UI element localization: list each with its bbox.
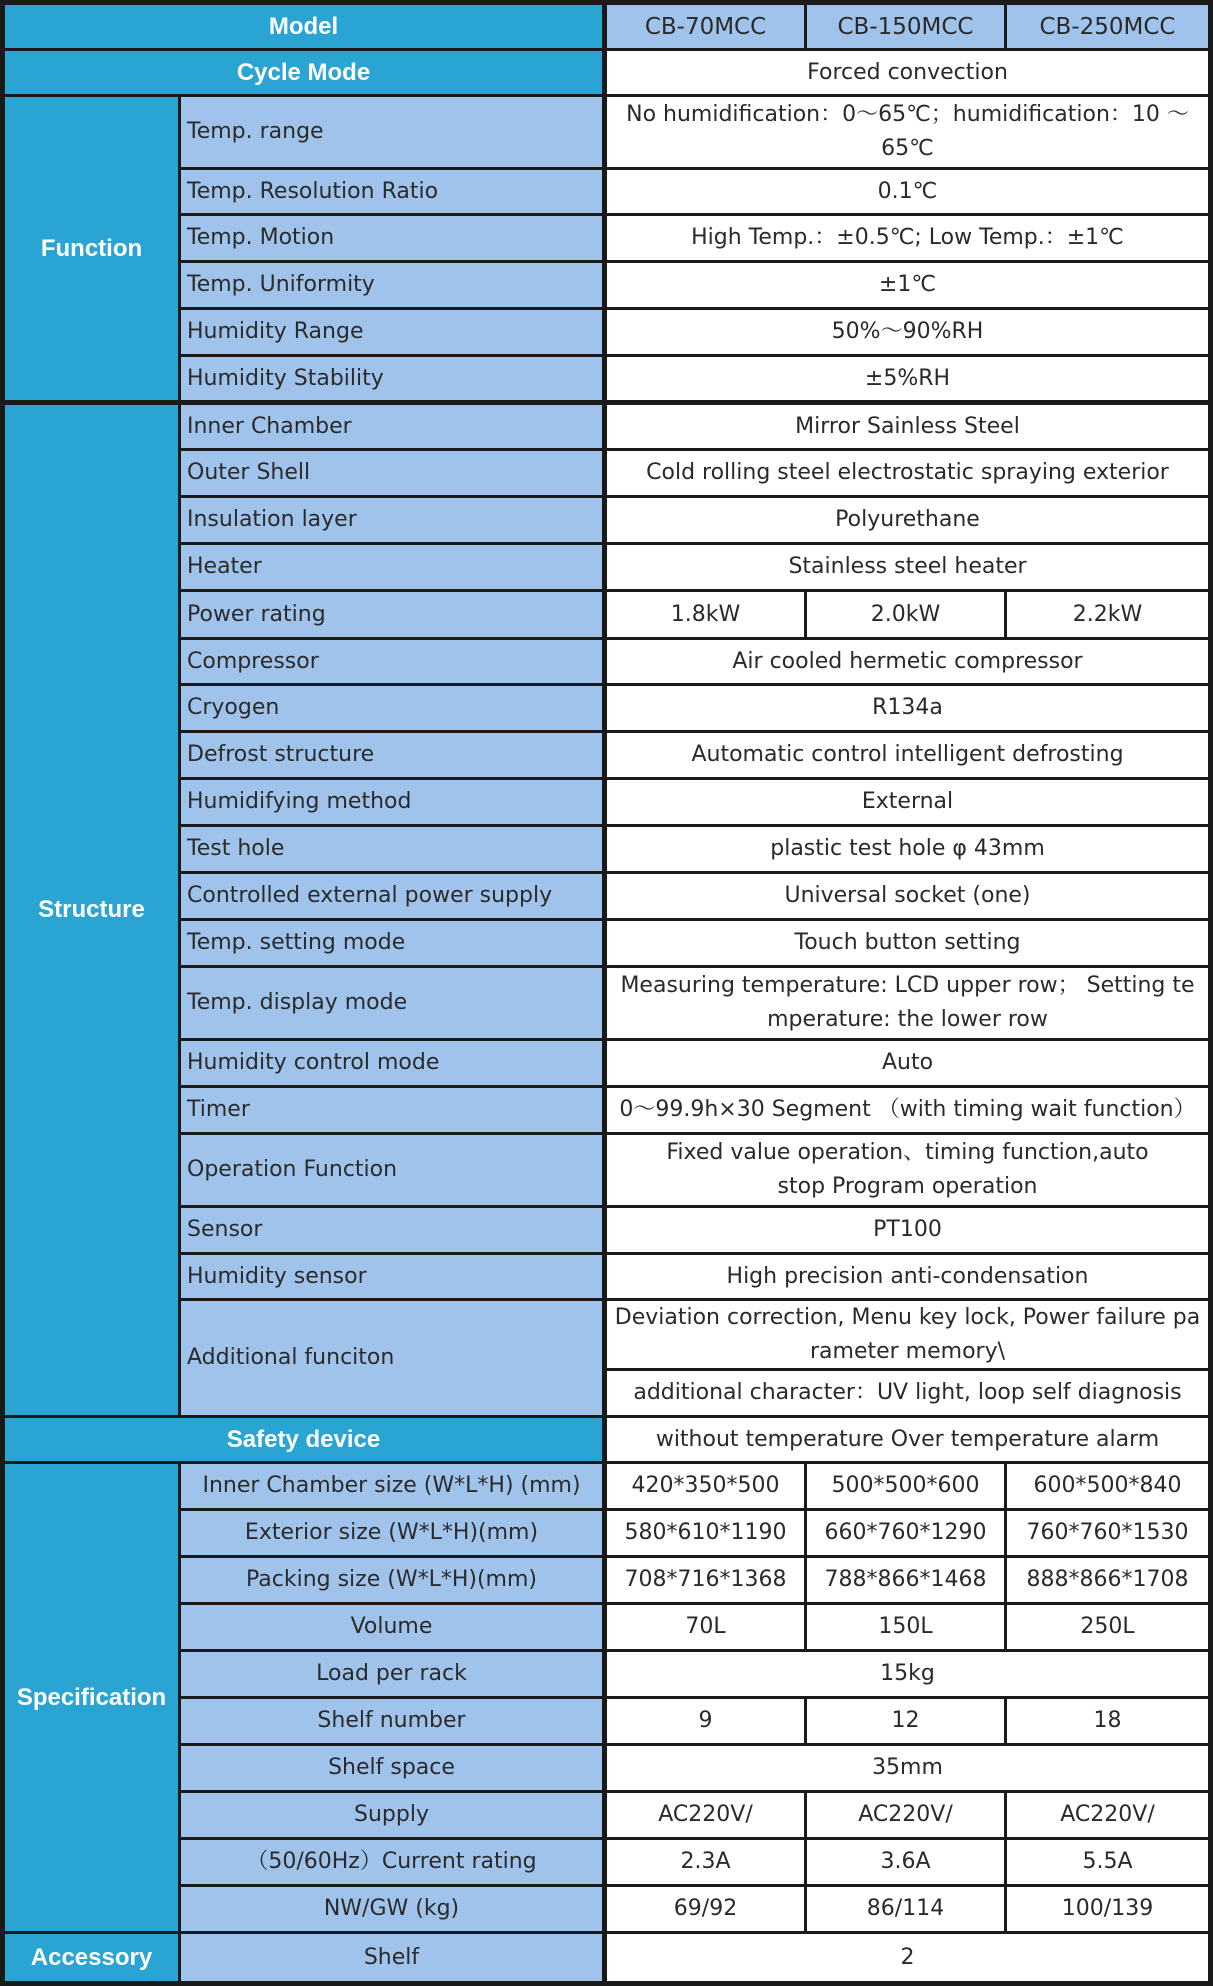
row-value: 12 (807, 1699, 1004, 1743)
row-value: ±5%RH (607, 357, 1208, 400)
row-value: Deviation correction, Menu key lock, Power failure parameter memory\ (607, 1301, 1208, 1368)
row-label: Operation Function (181, 1135, 602, 1205)
row-label: Volume (181, 1605, 602, 1649)
model-name: CB-150MCC (807, 5, 1004, 48)
row-label: Heater (181, 545, 602, 589)
row-value: 600*500*840 (1007, 1464, 1208, 1508)
row-label: Temp. display mode (181, 968, 602, 1038)
row-label: Humidity control mode (181, 1041, 602, 1085)
row-label: Controlled external power supply (181, 874, 602, 918)
row-label: Temp. Motion (181, 216, 602, 260)
row-value: 1.8kW (607, 592, 804, 637)
row-label: Load per rack (181, 1652, 602, 1696)
row-value: ±1℃ (607, 263, 1208, 307)
row-value: AC220V/ (607, 1793, 804, 1837)
row-value: 580*610*1190 (607, 1511, 804, 1555)
row-value: Touch button setting (607, 921, 1208, 965)
model-name: CB-250MCC (1007, 5, 1208, 48)
group-structure: Structure (5, 405, 178, 1415)
row-value: High precision anti-condensation (607, 1255, 1208, 1298)
row-label: Packing size (W*L*H)(mm) (181, 1558, 602, 1602)
row-label: Cryogen (181, 686, 602, 730)
row-value: Universal socket (one) (607, 874, 1208, 918)
row-label: Timer (181, 1088, 602, 1132)
row-label: Sensor (181, 1208, 602, 1252)
row-value: 18 (1007, 1699, 1208, 1743)
row-value: AC220V/ (1007, 1793, 1208, 1837)
row-value: 9 (607, 1699, 804, 1743)
row-label: Insulation layer (181, 498, 602, 542)
row-value: External (607, 780, 1208, 824)
row-value: 5.5A (1007, 1840, 1208, 1884)
row-value: 0～99.9h×30 Segment （with timing wait function） (607, 1088, 1208, 1132)
row-value: plastic test hole φ 43mm (607, 827, 1208, 871)
row-label: Additional funciton (181, 1301, 602, 1415)
row-label: Temp. Resolution Ratio (181, 170, 602, 213)
model-header: Model (5, 5, 602, 48)
row-label: Power rating (181, 592, 602, 637)
safety-device-value: without temperature Over temperature alarm (607, 1418, 1208, 1461)
row-value: Measuring temperature: LCD upper row； Setting temperature: the lower row (607, 968, 1208, 1038)
row-label: Outer Shell (181, 451, 602, 495)
row-label: Shelf (181, 1934, 602, 1981)
row-value: Mirror Sainless Steel (607, 405, 1208, 448)
safety-device-header: Safety device (5, 1418, 602, 1461)
row-value: 2.0kW (807, 592, 1004, 637)
row-label: Shelf space (181, 1746, 602, 1790)
row-value: High Temp.：±0.5℃; Low Temp.：±1℃ (607, 216, 1208, 260)
row-value: 0.1℃ (607, 170, 1208, 213)
row-value: 3.6A (807, 1840, 1004, 1884)
row-label: Inner Chamber size (W*L*H) (mm) (181, 1464, 602, 1508)
row-value: 150L (807, 1605, 1004, 1649)
row-value: AC220V/ (807, 1793, 1004, 1837)
row-value: 100/139 (1007, 1887, 1208, 1931)
group-specification: Specification (5, 1464, 178, 1931)
row-value: Cold rolling steel electrostatic spraying exterior (607, 451, 1208, 495)
row-label: （50/60Hz）Current rating (181, 1840, 602, 1884)
row-value: Air cooled hermetic compressor (607, 640, 1208, 683)
row-value: 500*500*600 (807, 1464, 1004, 1508)
row-value: 760*760*1530 (1007, 1511, 1208, 1555)
row-label: Supply (181, 1793, 602, 1837)
row-value: 708*716*1368 (607, 1558, 804, 1602)
row-label: Shelf number (181, 1699, 602, 1743)
row-value: 2.2kW (1007, 592, 1208, 637)
row-label: Test hole (181, 827, 602, 871)
row-label: Defrost structure (181, 733, 602, 777)
row-value: 35mm (607, 1746, 1208, 1790)
row-label: Inner Chamber (181, 405, 602, 448)
row-label: Compressor (181, 640, 602, 683)
row-value: 2.3A (607, 1840, 804, 1884)
row-value: 660*760*1290 (807, 1511, 1004, 1555)
row-value: 420*350*500 (607, 1464, 804, 1508)
row-label: Temp. setting mode (181, 921, 602, 965)
row-value: No humidification：0～65℃；humidification：10 ～65℃ (607, 97, 1208, 167)
row-value: 70L (607, 1605, 804, 1649)
group-accessory: Accessory (5, 1934, 178, 1981)
row-label: Humidity Stability (181, 357, 602, 400)
row-value: 50%～90%RH (607, 310, 1208, 354)
row-label: Humidifying method (181, 780, 602, 824)
row-value: 69/92 (607, 1887, 804, 1931)
row-value: additional character：UV light, loop self diagnosis (607, 1371, 1208, 1415)
row-value: 788*866*1468 (807, 1558, 1004, 1602)
row-value: R134a (607, 686, 1208, 730)
cycle-mode-value: Forced convection (607, 51, 1208, 94)
row-value: 2 (607, 1934, 1208, 1981)
row-label: Temp. range (181, 97, 602, 167)
row-value: 250L (1007, 1605, 1208, 1649)
row-value: Polyurethane (607, 498, 1208, 542)
row-label: Humidity Range (181, 310, 602, 354)
row-label: Temp. Uniformity (181, 263, 602, 307)
row-label: Exterior size (W*L*H)(mm) (181, 1511, 602, 1555)
row-value: Fixed value operation、timing function,auto stop Program operation (607, 1135, 1208, 1205)
row-value: PT100 (607, 1208, 1208, 1252)
row-label: Humidity sensor (181, 1255, 602, 1298)
model-name: CB-70MCC (607, 5, 804, 48)
group-function: Function (5, 97, 178, 400)
row-label: NW/GW (kg) (181, 1887, 602, 1931)
row-value: Auto (607, 1041, 1208, 1085)
row-value: 15kg (607, 1652, 1208, 1696)
row-value: 888*866*1708 (1007, 1558, 1208, 1602)
cycle-mode-header: Cycle Mode (5, 51, 602, 94)
row-value: Automatic control intelligent defrosting (607, 733, 1208, 777)
row-value: 86/114 (807, 1887, 1004, 1931)
row-value: Stainless steel heater (607, 545, 1208, 589)
